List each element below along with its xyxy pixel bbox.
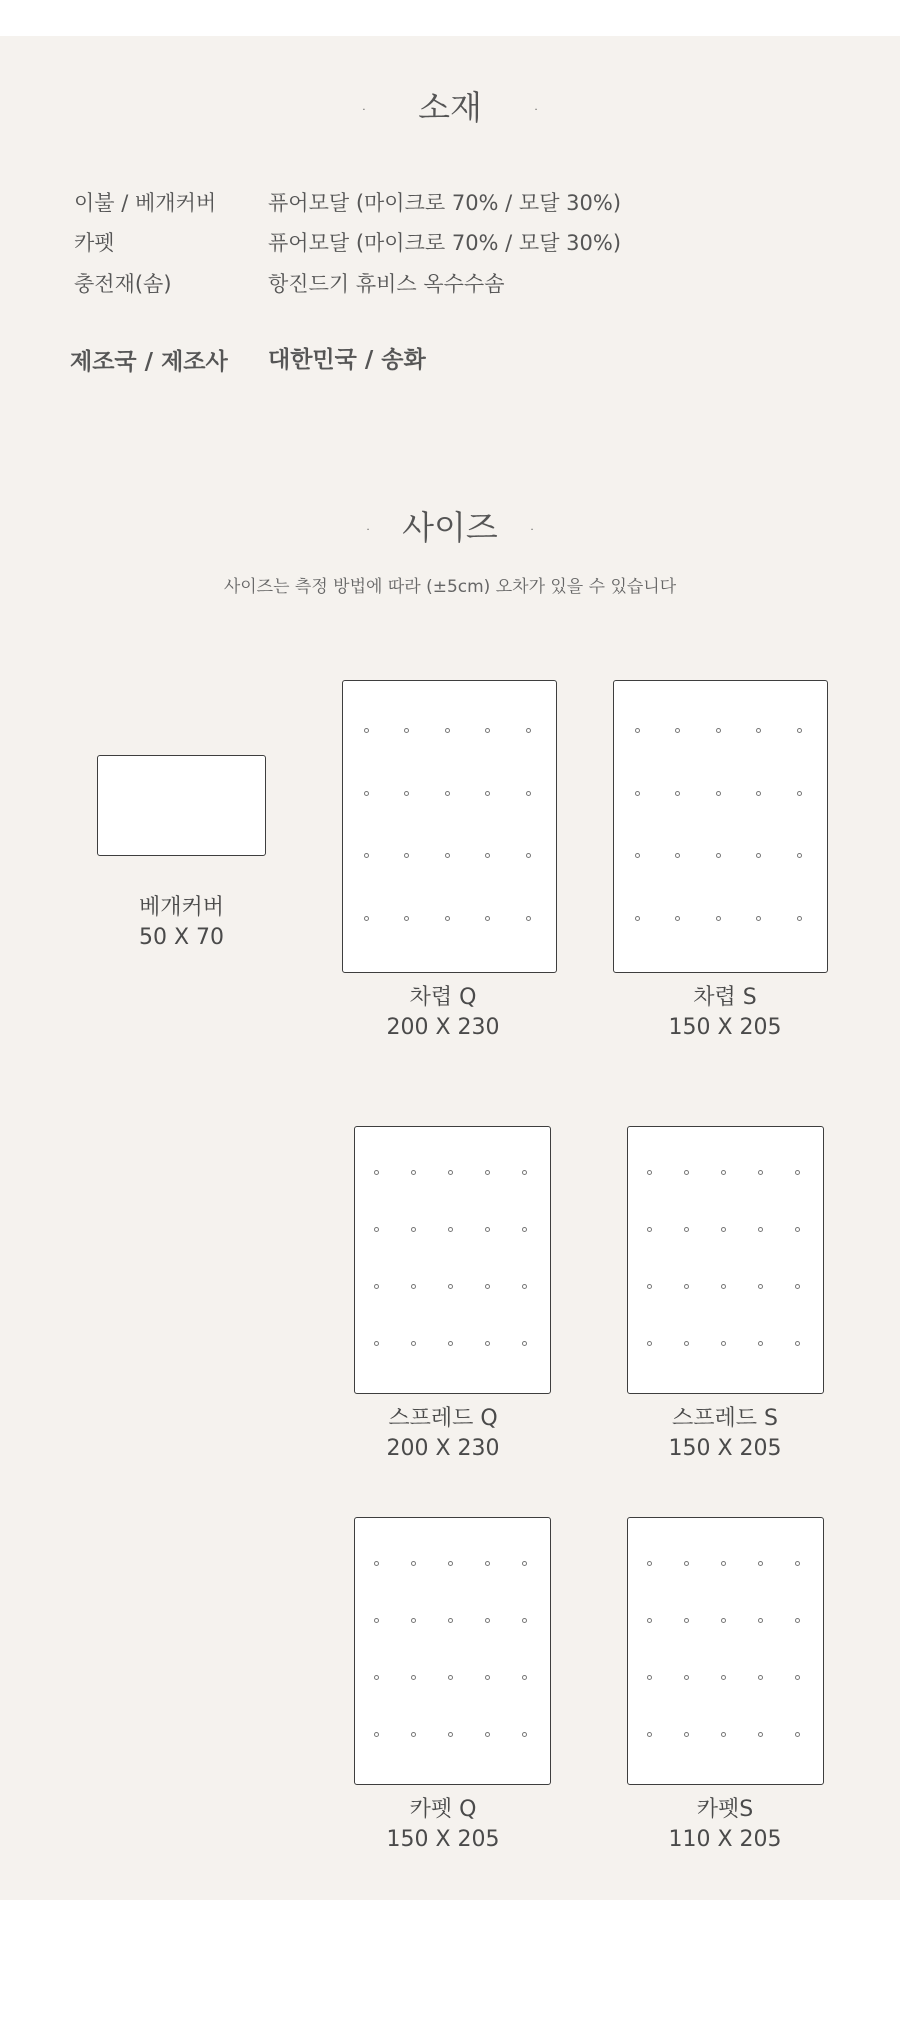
quilt-dot xyxy=(411,1675,416,1680)
material-row-value: 퓨어모달 (마이크로 70% / 모달 30%) xyxy=(268,191,622,215)
quilt-dot xyxy=(364,728,369,733)
size-name: 스프레드 Q xyxy=(388,1406,498,1431)
quilt-dot xyxy=(647,1618,652,1623)
quilt-dot xyxy=(675,728,680,733)
size-caption-spread-q xyxy=(342,1404,544,1464)
quilt-dot xyxy=(716,791,721,796)
size-caption-quilt-q xyxy=(342,983,544,1043)
quilt-dot xyxy=(647,1732,652,1737)
size-name: 카펫 Q xyxy=(409,1797,477,1822)
quilt-dot xyxy=(364,916,369,921)
quilt-dot xyxy=(411,1284,416,1289)
quilt-dot xyxy=(374,1170,379,1175)
size-caption-carpet-q xyxy=(342,1795,544,1855)
size-note: 사이즈는 측정 방법에 따라 (±5cm) 오차가 있을 수 있습니다 xyxy=(223,577,677,597)
quilt-dot xyxy=(797,791,802,796)
size-dims: 150 X 205 xyxy=(668,1015,782,1040)
quilt-dot xyxy=(758,1170,763,1175)
pillowcover-shape xyxy=(97,755,266,856)
quilt-dot xyxy=(485,1170,490,1175)
quilt-dot xyxy=(445,791,450,796)
quilt-dot xyxy=(485,1675,490,1680)
size-title xyxy=(0,502,900,549)
quilt-dot xyxy=(758,1341,763,1346)
quilt-dot xyxy=(756,791,761,796)
quilt-dot xyxy=(411,1618,416,1623)
quilt-dot xyxy=(522,1675,527,1680)
quilt-dot xyxy=(411,1341,416,1346)
quilt-dot xyxy=(684,1341,689,1346)
size-dims: 200 X 230 xyxy=(386,1436,500,1461)
quilt-dot xyxy=(411,1561,416,1566)
quilt-dot xyxy=(758,1561,763,1566)
quilt-dot xyxy=(522,1341,527,1346)
quilt-dot xyxy=(795,1341,800,1346)
quilt-dot xyxy=(522,1561,527,1566)
size-dims: 200 X 230 xyxy=(386,1015,500,1040)
quilt-dot xyxy=(675,853,680,858)
quilt-dot xyxy=(795,1675,800,1680)
quilt-dot xyxy=(374,1618,379,1623)
quilt-dot xyxy=(485,728,490,733)
quilt-dot xyxy=(485,1732,490,1737)
quilt-dot xyxy=(635,728,640,733)
size-dims: 110 X 205 xyxy=(668,1827,782,1852)
quilt-dot xyxy=(485,1284,490,1289)
quilt-dot xyxy=(448,1227,453,1232)
material-title xyxy=(0,82,900,129)
quilt-dot xyxy=(485,916,490,921)
size-dims: 150 X 205 xyxy=(668,1436,782,1461)
quilt-dot xyxy=(411,1227,416,1232)
origin-value: 대한민국 / 송화 xyxy=(268,347,426,373)
quilt-dot xyxy=(522,1284,527,1289)
size-name: 베개커버 xyxy=(138,895,224,920)
quilt-dot xyxy=(374,1227,379,1232)
title-dot-right: · xyxy=(532,97,540,122)
material-row-label: 이불 / 베개커버 xyxy=(74,191,217,215)
quilt-dot xyxy=(721,1675,726,1680)
quilt-dot xyxy=(797,728,802,733)
quilt-dot xyxy=(795,1227,800,1232)
quilt-dot xyxy=(758,1618,763,1623)
quilt-dot xyxy=(795,1561,800,1566)
quilt-dot xyxy=(684,1561,689,1566)
quilt-q-shape xyxy=(342,680,557,973)
carpet-s-shape xyxy=(627,1517,824,1785)
quilt-dot xyxy=(684,1284,689,1289)
material-row-label: 충전재(솜) xyxy=(74,272,172,296)
quilt-dot xyxy=(526,791,531,796)
quilt-dot xyxy=(721,1732,726,1737)
quilt-dot xyxy=(522,1732,527,1737)
quilt-dot xyxy=(485,791,490,796)
quilt-dot xyxy=(721,1618,726,1623)
quilt-dot xyxy=(647,1284,652,1289)
quilt-dot xyxy=(448,1341,453,1346)
quilt-dot xyxy=(797,916,802,921)
quilt-dot xyxy=(445,728,450,733)
size-name: 스프레드 S xyxy=(672,1406,778,1431)
quilt-dot xyxy=(795,1732,800,1737)
quilt-dot xyxy=(721,1341,726,1346)
quilt-dot xyxy=(445,853,450,858)
material-row-label: 카펫 xyxy=(74,231,115,255)
carpet-q-shape xyxy=(354,1517,551,1785)
quilt-dot xyxy=(716,853,721,858)
size-dims: 150 X 205 xyxy=(386,1827,500,1852)
quilt-dot xyxy=(448,1618,453,1623)
quilt-dot xyxy=(485,853,490,858)
quilt-dot xyxy=(758,1227,763,1232)
quilt-dot xyxy=(374,1561,379,1566)
quilt-dot xyxy=(522,1227,527,1232)
quilt-dot xyxy=(721,1561,726,1566)
quilt-dot xyxy=(374,1675,379,1680)
quilt-dot xyxy=(756,728,761,733)
quilt-dot xyxy=(404,853,409,858)
quilt-dot xyxy=(684,1732,689,1737)
size-caption-spread-s xyxy=(613,1404,837,1464)
quilt-dot xyxy=(448,1561,453,1566)
quilt-dot xyxy=(485,1618,490,1623)
size-name: 차렵 Q xyxy=(409,985,477,1010)
quilt-dot xyxy=(684,1675,689,1680)
quilt-dot xyxy=(411,1170,416,1175)
quilt-dot xyxy=(448,1675,453,1680)
quilt-dot xyxy=(485,1227,490,1232)
quilt-dot xyxy=(647,1561,652,1566)
quilt-dot xyxy=(647,1675,652,1680)
quilt-dot xyxy=(716,728,721,733)
size-caption-pillowcover xyxy=(97,893,266,953)
quilt-dot xyxy=(756,916,761,921)
spread-q-shape xyxy=(354,1126,551,1394)
quilt-dot xyxy=(675,791,680,796)
quilt-dot xyxy=(721,1227,726,1232)
origin-label: 제조국 / 제조사 xyxy=(70,349,228,375)
title-dot-left: · xyxy=(364,517,372,542)
quilt-dot xyxy=(756,853,761,858)
quilt-dot xyxy=(374,1341,379,1346)
material-row-value: 항진드기 휴비스 옥수수솜 xyxy=(268,272,505,296)
quilt-dot xyxy=(758,1284,763,1289)
title-dot-right: · xyxy=(528,517,536,542)
quilt-dot xyxy=(758,1732,763,1737)
quilt-dot xyxy=(758,1675,763,1680)
quilt-dot xyxy=(647,1227,652,1232)
quilt-dot xyxy=(795,1284,800,1289)
quilt-dot xyxy=(647,1341,652,1346)
quilt-dot xyxy=(635,853,640,858)
size-caption-quilt-s xyxy=(613,983,837,1043)
quilt-s-shape xyxy=(613,680,828,973)
spread-s-shape xyxy=(627,1126,824,1394)
quilt-dot xyxy=(445,916,450,921)
size-name: 차렵 S xyxy=(693,985,757,1010)
quilt-dot xyxy=(635,916,640,921)
quilt-dot xyxy=(684,1170,689,1175)
quilt-dot xyxy=(526,916,531,921)
quilt-dot xyxy=(485,1341,490,1346)
quilt-dot xyxy=(797,853,802,858)
quilt-dot xyxy=(364,791,369,796)
quilt-dot xyxy=(448,1284,453,1289)
quilt-dot xyxy=(795,1170,800,1175)
quilt-dot xyxy=(684,1618,689,1623)
quilt-dot xyxy=(526,853,531,858)
quilt-dot xyxy=(795,1618,800,1623)
quilt-dot xyxy=(721,1284,726,1289)
material-row-value: 퓨어모달 (마이크로 70% / 모달 30%) xyxy=(268,231,622,255)
title-dot-left: · xyxy=(360,97,368,122)
quilt-dot xyxy=(684,1227,689,1232)
size-title-text: 사이즈 xyxy=(402,508,498,547)
quilt-dot xyxy=(716,916,721,921)
quilt-dot xyxy=(647,1170,652,1175)
quilt-dot xyxy=(522,1170,527,1175)
quilt-dot xyxy=(675,916,680,921)
quilt-dot xyxy=(526,728,531,733)
quilt-dot xyxy=(374,1284,379,1289)
quilt-dot xyxy=(404,728,409,733)
size-name: 카펫S xyxy=(696,1797,754,1822)
material-title-text: 소재 xyxy=(418,88,482,127)
size-dims: 50 X 70 xyxy=(138,925,225,950)
quilt-dot xyxy=(404,791,409,796)
quilt-dot xyxy=(364,853,369,858)
quilt-dot xyxy=(721,1170,726,1175)
quilt-dot xyxy=(448,1732,453,1737)
quilt-dot xyxy=(485,1561,490,1566)
size-caption-carpet-s xyxy=(613,1795,837,1855)
quilt-dot xyxy=(522,1618,527,1623)
quilt-dot xyxy=(411,1732,416,1737)
quilt-dot xyxy=(448,1170,453,1175)
quilt-dot xyxy=(635,791,640,796)
quilt-dot xyxy=(404,916,409,921)
quilt-dot xyxy=(374,1732,379,1737)
